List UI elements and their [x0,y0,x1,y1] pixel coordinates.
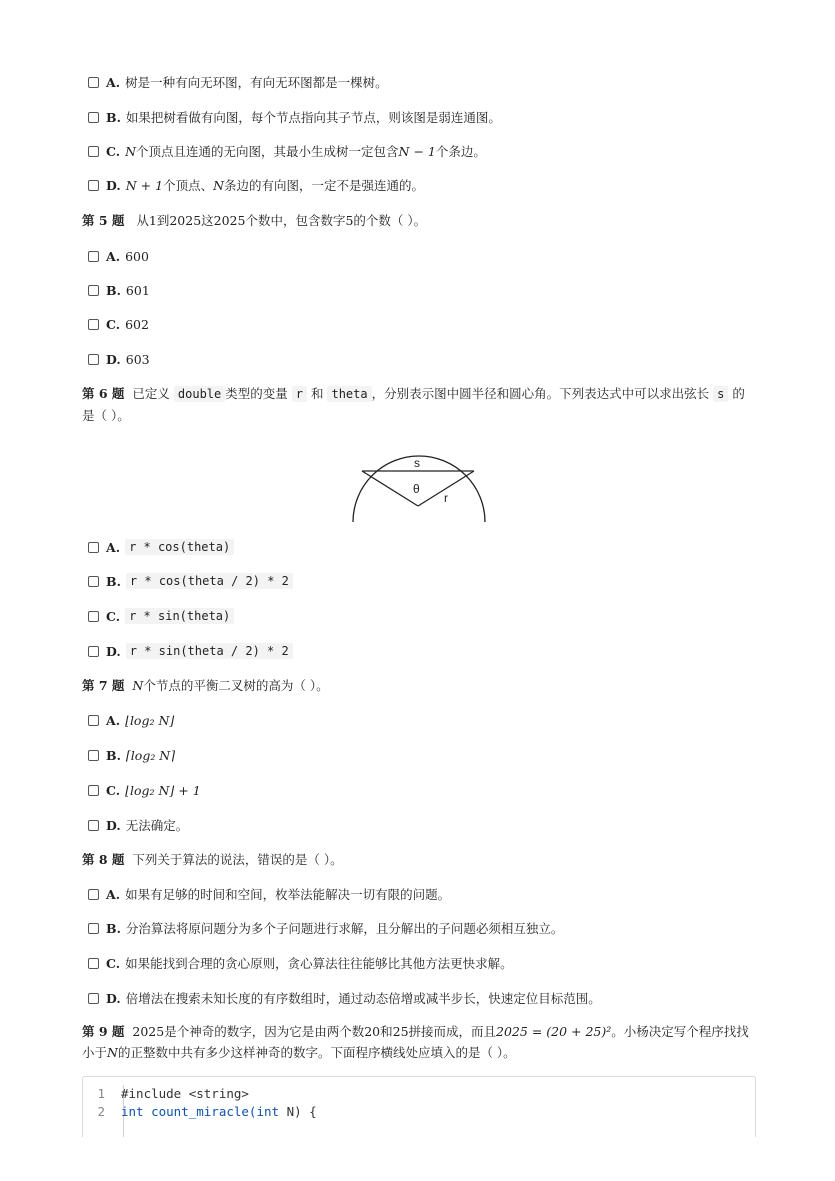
option-letter: A. [106,539,121,555]
q4-option-c[interactable] [88,142,486,160]
function-name: count_miracle( [143,1103,257,1119]
question-text: 2025是个神奇的数字，因为它是由两个数20和25拼接而成，而且 [132,1024,497,1039]
checkbox[interactable] [88,993,99,1004]
q8-option-b[interactable] [88,919,563,937]
question-text: 和 [310,386,324,401]
code-rest: N) { [279,1103,317,1119]
inline-code: s [713,386,728,402]
option-text: 如果能找到合理的贪心原则，贪心算法往往能够比其他方法更快求解。 [125,956,513,971]
option-code: r * cos(theta / 2) * 2 [126,573,293,589]
option-letter: D. [106,643,121,659]
option-text: 无法确定。 [125,818,189,833]
q8-option-a[interactable] [88,885,450,903]
q5-option-c[interactable] [88,315,149,333]
question-number: 第 9 题 [82,1024,125,1039]
checkbox[interactable] [88,576,99,587]
checkbox[interactable] [88,354,99,365]
checkbox[interactable] [88,180,99,191]
option-code: r * sin(theta) [125,608,234,624]
inline-code: r [292,386,307,402]
question-number: 第 8 题 [82,852,125,867]
option-letter: B. [106,109,121,125]
option-letter: A. [106,74,121,90]
option-letter: D. [106,351,121,367]
option-letter: A. [106,886,121,902]
option-code: r * sin(theta / 2) * 2 [126,643,293,659]
q5-option-d[interactable] [88,350,150,368]
question-text: 的正整数中共有多少这样神奇的数字。下面程序横线处应填入的是（ ）。 [117,1045,516,1060]
q6-option-b[interactable] [88,572,293,590]
option-math: ⌊log₂ N⌋ [125,712,175,728]
question-number: 第 6 题 [82,386,125,401]
question-text: 。小杨决定写个程序找找 [611,1024,749,1039]
q7-option-c[interactable] [88,781,201,799]
checkbox[interactable] [88,820,99,831]
math-n: N [132,678,144,693]
option-text-end: 个条边。 [435,144,486,159]
checkbox[interactable] [88,112,99,123]
question-text: ，分别表示图中圆半径和圆心角。下列表达式中可以求出弦长 [371,386,710,401]
math-n: N [125,143,137,159]
question-7-stem [82,675,765,696]
circle-chord-figure [345,436,495,524]
checkbox[interactable] [88,785,99,796]
angle-label: θ [413,482,420,496]
option-letter: B. [106,747,121,763]
option-letter: A. [106,248,121,264]
checkbox[interactable] [88,542,99,553]
option-letter: C. [106,608,121,624]
q4-option-a[interactable] [88,73,388,91]
radius-line-left [362,471,418,506]
question-number: 第 7 题 [82,678,125,693]
question-text: 是（ ）。 [82,408,130,423]
checkbox[interactable] [88,889,99,900]
code-line [83,1102,317,1120]
math-n: N [107,1045,118,1060]
q6-option-d[interactable] [88,642,293,660]
question-text: 下列关于算法的说法，错误的是（ ）。 [132,852,343,867]
checkbox[interactable] [88,646,99,657]
question-text: 从1到2025这2025个数中，包含数字5的个数（ ）。 [136,213,427,228]
option-text: 600 [125,248,149,264]
q7-option-d[interactable] [88,816,188,834]
option-letter: B. [106,573,121,589]
option-math: ⌈log₂ N⌉ [125,747,176,763]
math-n-plus-1: N + 1 [125,177,164,193]
option-text: 602 [125,316,149,332]
inline-code: theta [327,386,371,402]
checkbox[interactable] [88,958,99,969]
option-letter: B. [106,920,121,936]
checkbox[interactable] [88,715,99,726]
option-letter: A. [106,712,121,728]
code-text [113,1104,317,1119]
code-line [83,1084,249,1102]
q8-option-d[interactable] [88,989,601,1007]
option-text-end: 条边的有向图，一定不是强连通的。 [224,178,425,193]
math-n-minus-1: N − 1 [398,143,436,159]
checkbox[interactable] [88,285,99,296]
question-6-stem [82,383,765,426]
checkbox[interactable] [88,77,99,88]
q8-option-c[interactable] [88,954,513,972]
math-n: N [213,177,225,193]
q7-option-a[interactable] [88,711,174,729]
q5-option-b[interactable] [88,281,150,299]
question-number: 第 5 题 [82,213,125,228]
option-text: 树是一种有向无环图，有向无环图都是一棵树。 [125,75,388,90]
option-math: ⌊log₂ N⌋ + 1 [125,782,201,798]
option-text: 如果把树看做有向图，每个节点指向其子节点，则该图是弱连通图。 [125,110,501,125]
option-text: 个顶点且连通的无向图，其最小生成树一定包含 [136,144,399,159]
question-text: 个节点的平衡二叉树的高为（ ）。 [143,678,329,693]
question-9-stem [82,1021,765,1063]
option-letter: B. [106,282,121,298]
line-number: 1 [97,1085,105,1101]
q6-option-a[interactable] [88,538,234,556]
checkbox[interactable] [88,611,99,622]
q4-option-d[interactable] [88,176,424,194]
option-text: 603 [125,351,150,367]
keyword: int [256,1103,280,1119]
option-letter: D. [106,817,121,833]
q7-option-b[interactable] [88,746,175,764]
code-block [82,1076,756,1137]
inline-code: double [174,386,225,402]
q6-option-c[interactable] [88,607,234,625]
checkbox[interactable] [88,923,99,934]
math-equation: 2025 = (20 + 25)² [496,1024,612,1039]
question-text: 的 [732,386,745,401]
checkbox[interactable] [88,146,99,157]
chord-label: s [414,456,420,470]
option-letter: C. [106,955,121,971]
option-text: 倍增法在搜索未知长度的有序数组时，通过动态倍增或减半步长，快速定位目标范围。 [125,991,601,1006]
radius-label: r [444,491,448,505]
question-5-stem [82,210,765,231]
option-letter: D. [106,990,121,1006]
option-letter: C. [106,143,121,159]
option-text: 601 [125,282,150,298]
line-number: 2 [97,1103,105,1119]
q4-option-b[interactable] [88,108,501,126]
option-text: 如果有足够的时间和空间，枚举法能解决一切有限的问题。 [125,887,451,902]
option-text: 个顶点、 [163,178,214,193]
question-text: 类型的变量 [225,386,288,401]
checkbox[interactable] [88,750,99,761]
question-text: 已定义 [132,386,170,401]
checkbox[interactable] [88,319,99,330]
option-code: r * cos(theta) [125,539,234,555]
q5-option-a[interactable] [88,247,149,265]
checkbox[interactable] [88,251,99,262]
question-8-stem [82,849,765,870]
option-letter: C. [106,782,121,798]
question-text: 小于 [82,1045,108,1060]
code-text: #include <string> [121,1085,249,1101]
option-letter: D. [106,177,121,193]
keyword: int [121,1103,144,1119]
option-text: 分治算法将原问题分为多个子问题进行求解，且分解出的子问题必须相互独立。 [125,921,564,936]
option-letter: C. [106,316,121,332]
